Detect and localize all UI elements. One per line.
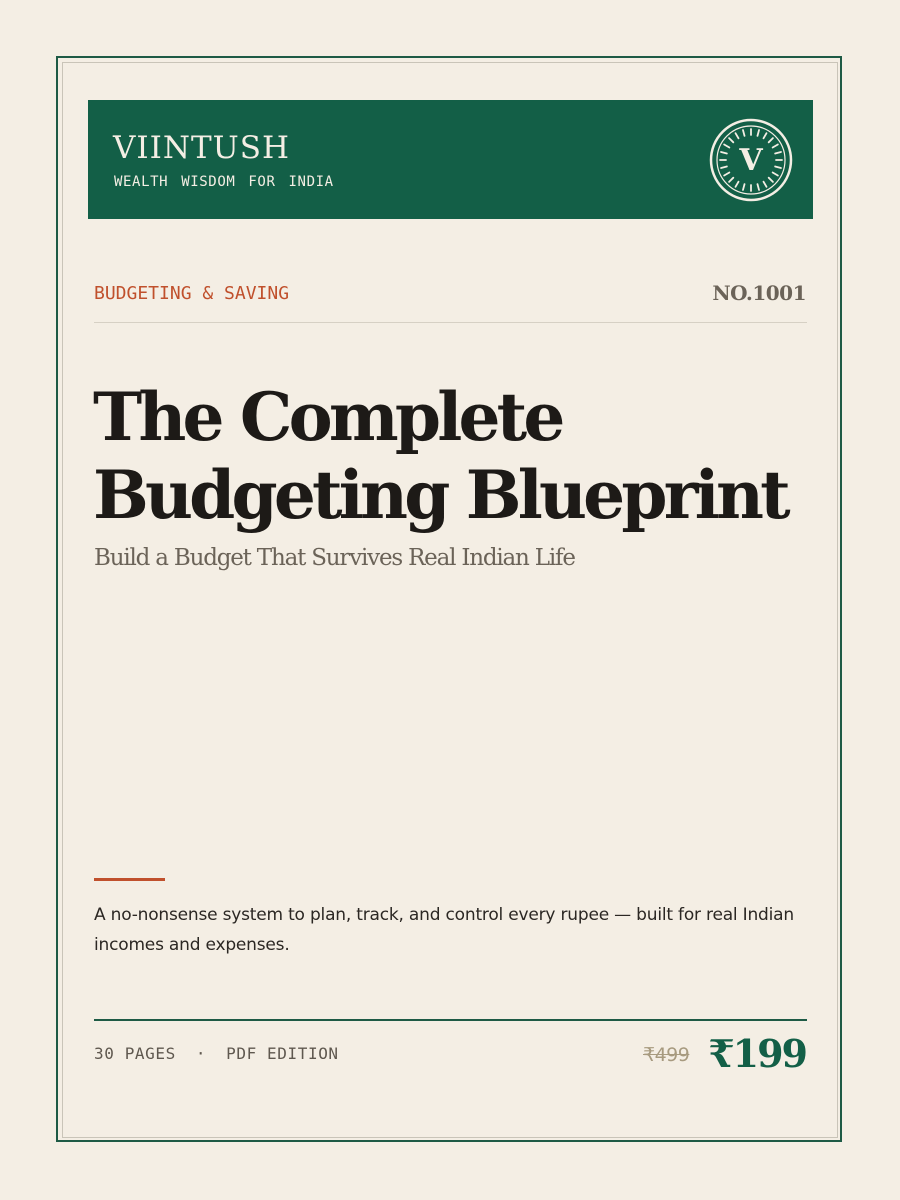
issue-number: NO.1001: [712, 281, 806, 305]
brand-name: VIINTUSH: [113, 130, 291, 166]
sale-price: ₹199: [708, 1031, 806, 1076]
seal-tick: [743, 130, 745, 136]
seal-tick: [757, 130, 759, 136]
edition-format: PDF EDITION: [226, 1044, 339, 1063]
seal-tick: [769, 178, 773, 182]
seal-tick: [724, 145, 729, 148]
original-price: ₹499: [643, 1044, 690, 1066]
seal-tick: [757, 184, 759, 190]
title-line-1: The Complete: [93, 378, 562, 456]
brand-seal-letter: V: [739, 143, 763, 178]
edition-meta: [94, 1043, 339, 1065]
seal-tick: [775, 152, 781, 154]
seal-tick: [736, 182, 739, 187]
seal-tick: [721, 166, 727, 168]
brand-tagline: WEALTH WISDOM FOR INDIA: [114, 174, 334, 190]
category-label: BUDGETING & SAVING: [94, 283, 290, 304]
seal-tick: [736, 133, 739, 138]
cover-inner-border: [62, 62, 838, 1138]
brand-header: [88, 100, 813, 219]
title-line-2: Budgeting Blueprint: [93, 456, 787, 534]
seal-tick: [773, 173, 778, 176]
seal-tick: [724, 173, 729, 176]
seal-tick: [721, 152, 727, 154]
seal-tick: [729, 178, 733, 182]
brand-seal-icon: [709, 118, 793, 202]
accent-divider: [94, 878, 165, 881]
meta-separator: ·: [195, 1044, 207, 1063]
seal-tick: [764, 133, 767, 138]
seal-tick: [769, 138, 773, 142]
footer-divider: [94, 1019, 807, 1021]
page-subtitle: Build a Budget That Survives Real Indian Life: [94, 545, 575, 571]
header-divider: [94, 322, 807, 323]
seal-tick: [743, 184, 745, 190]
seal-tick: [773, 145, 778, 148]
seal-tick: [764, 182, 767, 187]
page-title: [93, 378, 813, 534]
seal-tick: [775, 166, 781, 168]
page-count: 30 PAGES: [94, 1044, 176, 1063]
seal-tick: [729, 138, 733, 142]
cover-description: A no-nonsense system to plan, track, and control every rupee — built for real Indian incomes and expenses.: [94, 905, 794, 955]
